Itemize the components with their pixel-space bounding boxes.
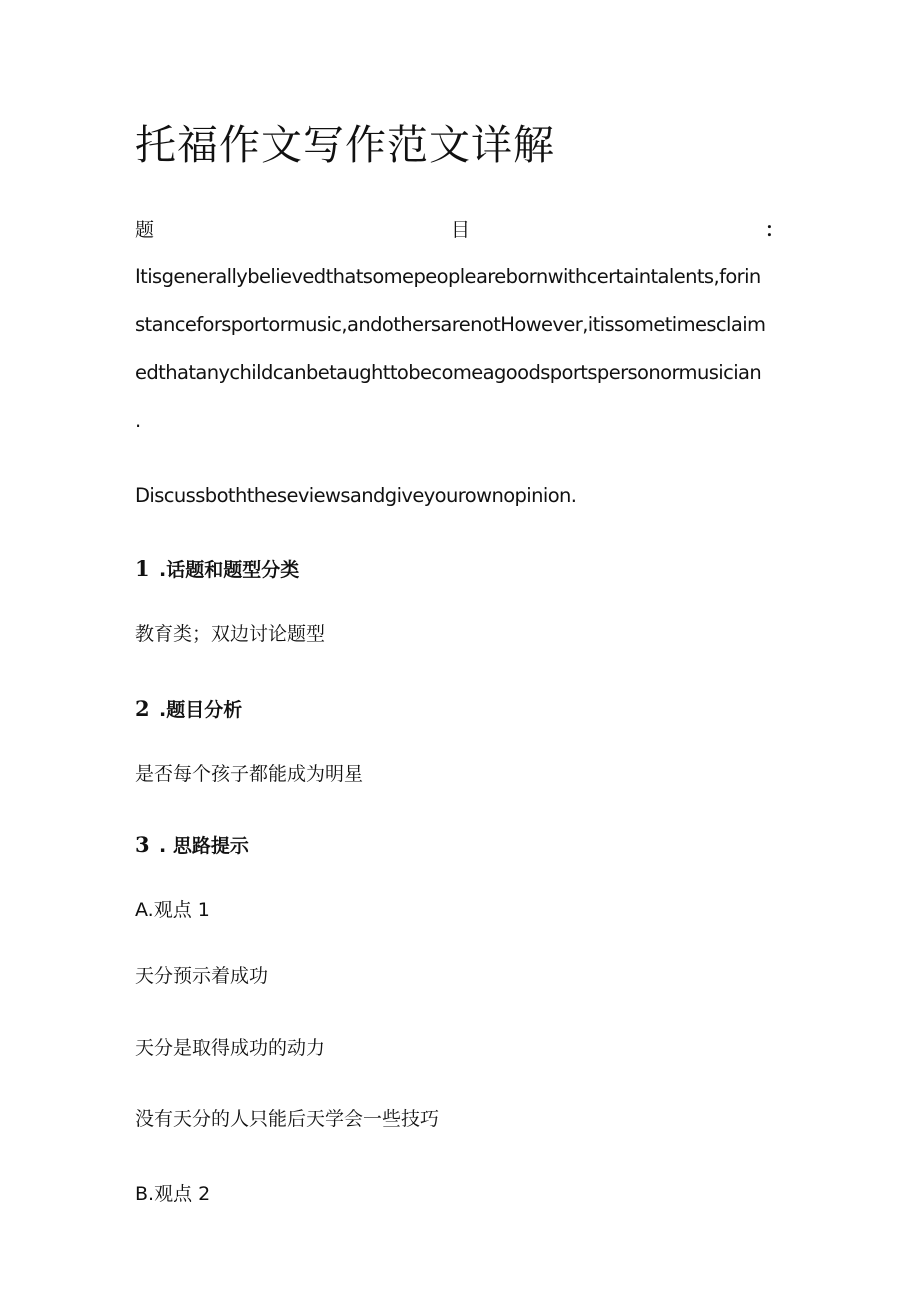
view-a-point: 天分预示着成功 [135, 965, 269, 987]
section-heading-analysis [135, 695, 242, 724]
section-title: .话题和题型分类 [159, 559, 300, 581]
section-number: 1 [135, 556, 150, 581]
section-content-topic: 教育类；双边讨论题型 [135, 623, 326, 645]
section-heading-topic [135, 555, 299, 584]
section-heading-ideas [135, 831, 249, 860]
section-title: . 思路提示 [159, 835, 249, 857]
prompt-label-char-1: 题 [135, 219, 155, 241]
prompt-text-line: edthatanychildcanbetaughttobecomeagoodsportspersonormusician [135, 361, 762, 384]
prompt-label-char-2: 目 [451, 219, 471, 241]
prompt-instruction: Discussboththeseviewsandgiveyourownopinion. [135, 484, 577, 507]
prompt-text-line: stanceforsportormusic,andothersarenotHowever,itissometimesclaim [135, 313, 766, 336]
section-title: .题目分析 [159, 699, 243, 721]
prompt-text-line: . [135, 409, 141, 432]
view-a-label: A.观点 1 [135, 899, 210, 921]
view-a-point: 天分是取得成功的动力 [135, 1037, 326, 1059]
document-title: 托福作文写作范文详解 [135, 121, 555, 169]
prompt-label-colon: ： [765, 219, 785, 241]
section-number: 3 [135, 832, 150, 857]
prompt-label [135, 216, 785, 244]
prompt-text-line: Itisgenerallybelievedthatsomepeoplearebornwithcertaintalents,forin [135, 265, 761, 288]
view-b-label: B.观点 2 [135, 1183, 211, 1205]
section-number: 2 [135, 696, 150, 721]
view-a-point: 没有天分的人只能后天学会一些技巧 [135, 1108, 440, 1130]
section-content-analysis: 是否每个孩子都能成为明星 [135, 763, 364, 785]
